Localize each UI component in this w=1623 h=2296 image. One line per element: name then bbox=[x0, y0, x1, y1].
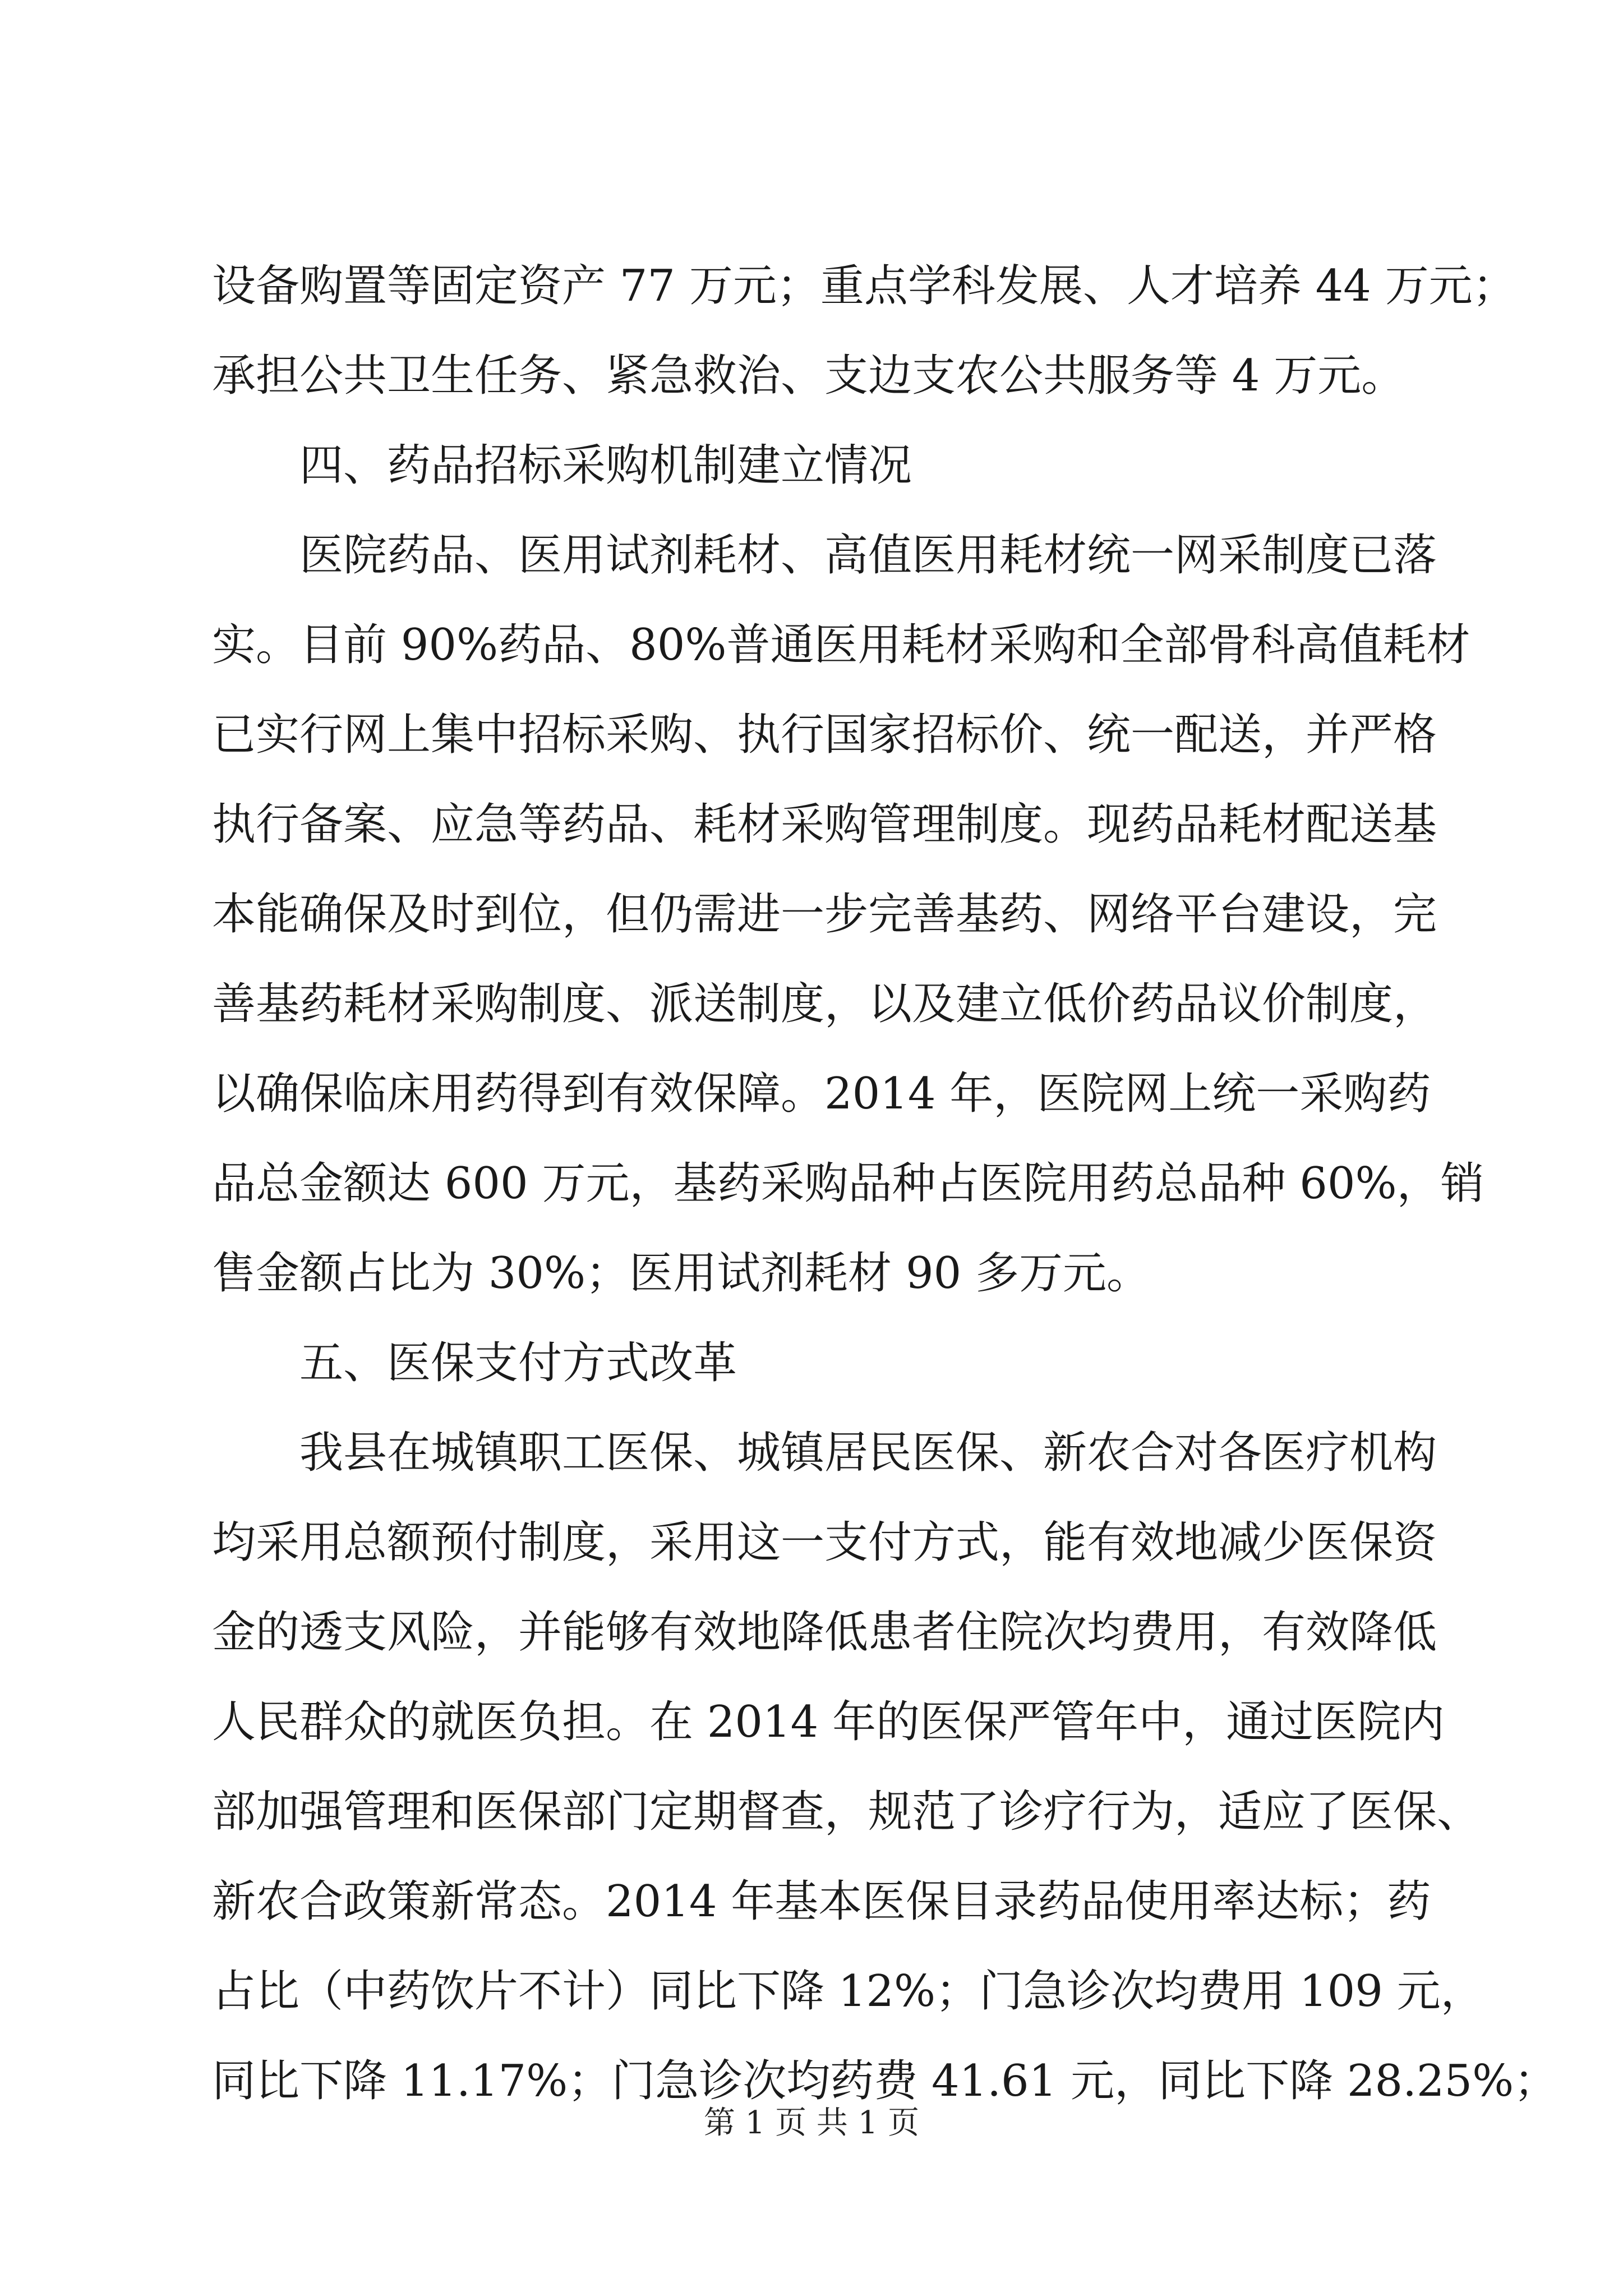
paragraph-line: 占比（中药饮片不计）同比下降 12%；门急诊次均费用 109 元， bbox=[212, 1966, 1484, 2017]
paragraph-line: 部加强管理和医保部门定期督查，规范了诊疗行为，适应了医保、 bbox=[212, 1787, 1481, 1837]
paragraph-line: 医院药品、医用试剂耗材、高值医用耗材统一网采制度已落 bbox=[299, 530, 1437, 581]
paragraph-line: 人民群众的就医负担。在 2014 年的医保严管年中，通过医院内 bbox=[212, 1697, 1445, 1747]
paragraph-line: 承担公共卫生任务、紧急救治、支边支农公共服务等 4 万元。 bbox=[212, 351, 1405, 401]
page-footer: 第 1 页 共 1 页 bbox=[703, 2105, 920, 2141]
paragraph-line: 以确保临床用药得到有效保障。2014 年，医院网上统一采购药 bbox=[212, 1069, 1431, 1119]
paragraph-line: 金的透支风险，并能够有效地降低患者住院次均费用，有效降低 bbox=[212, 1607, 1437, 1658]
paragraph-line: 我县在城镇职工医保、城镇居民医保、新农合对各医疗机构 bbox=[299, 1428, 1437, 1478]
document-body bbox=[212, 241, 1558, 2126]
paragraph-line: 已实行网上集中招标采购、执行国家招标价、统一配送，并严格 bbox=[212, 710, 1437, 760]
paragraph-line: 售金额占比为 30%；医用试剂耗材 90 多万元。 bbox=[212, 1248, 1151, 1299]
paragraph-line: 同比下降 11.17%；门急诊次均药费 41.61 元，同比下降 28.25%； bbox=[212, 2056, 1558, 2106]
paragraph-line: 本能确保及时到位，但仍需进一步完善基药、网络平台建设，完 bbox=[212, 889, 1437, 940]
paragraph-line: 实。目前 90%药品、80%普通医用耗材采购和全部骨科高值耗材 bbox=[212, 620, 1470, 670]
paragraph-line: 执行备案、应急等药品、耗材采购管理制度。现药品耗材配送基 bbox=[212, 799, 1437, 850]
paragraph-line: 均采用总额预付制度，采用这一支付方式，能有效地减少医保资 bbox=[212, 1517, 1437, 1568]
section-heading-5: 五、医保支付方式改革 bbox=[299, 1338, 737, 1388]
paragraph-line: 新农合政策新常态。2014 年基本医保目录药品使用率达标；药 bbox=[212, 1876, 1431, 1927]
paragraph-line: 品总金额达 600 万元，基药采购品种占医院用药总品种 60%，销 bbox=[212, 1158, 1484, 1209]
paragraph-line: 设备购置等固定资产 77 万元；重点学科发展、人才培养 44 万元； bbox=[212, 261, 1516, 311]
paragraph-line: 善基药耗材采购制度、派送制度，以及建立低价药品议价制度， bbox=[212, 979, 1437, 1029]
section-heading-4: 四、药品招标采购机制建立情况 bbox=[299, 440, 912, 491]
